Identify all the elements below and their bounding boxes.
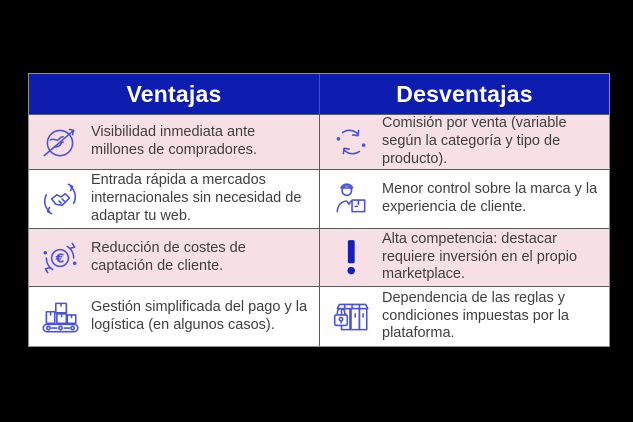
column-header-label: Ventajas — [126, 80, 222, 107]
cell-desventajas-row-4 — [319, 286, 609, 346]
cell-text: Entrada rápida a mercados internacionales sin necesidad de adaptar tu web. — [91, 172, 302, 224]
pros-cons-table — [28, 73, 610, 347]
cell-desventajas-row-1 — [319, 114, 609, 169]
cell-text: Alta competencia: destacar requiere inversión en el propio marketplace. — [382, 230, 578, 283]
column-header-ventajas — [29, 74, 319, 114]
svg-text:€: € — [55, 250, 65, 266]
cell-text: Comisión por venta (variable según la categoría y tipo de producto). — [382, 115, 567, 167]
cell-desventajas-row-3 — [319, 228, 609, 286]
conveyor-boxes-icon — [29, 296, 91, 338]
cell-text: Visibilidad inmediata ante millones de compradores. — [91, 124, 258, 158]
cell-text: Dependencia de las reglas y condiciones impuestas por la plataforma. — [382, 289, 569, 342]
column-header-desventajas — [319, 74, 609, 114]
cell-ventajas-row-1 — [29, 114, 319, 169]
cell-ventajas-row-3 — [29, 228, 319, 286]
cell-ventajas-row-2 — [29, 169, 319, 228]
cell-desventajas-row-2 — [319, 169, 609, 228]
delivery-person-icon — [320, 178, 382, 220]
exclamation-icon — [320, 237, 382, 279]
euro-cycle-icon — [29, 237, 91, 279]
cell-text: Menor control sobre la marca y la experiencia de cliente. — [382, 181, 598, 215]
globe-arrow-icon — [29, 121, 91, 163]
cycle-arrows-icon — [320, 121, 382, 163]
cell-text: Gestión simplificada del pago y la logística (en algunos casos). — [91, 298, 308, 333]
cell-ventajas-row-4 — [29, 286, 319, 346]
marketplace-lock-icon — [320, 296, 382, 338]
cell-text: Reducción de costes de captación de cliente. — [91, 239, 246, 274]
column-header-label: Desventajas — [396, 80, 533, 107]
handshake-cycle-icon — [29, 178, 91, 220]
